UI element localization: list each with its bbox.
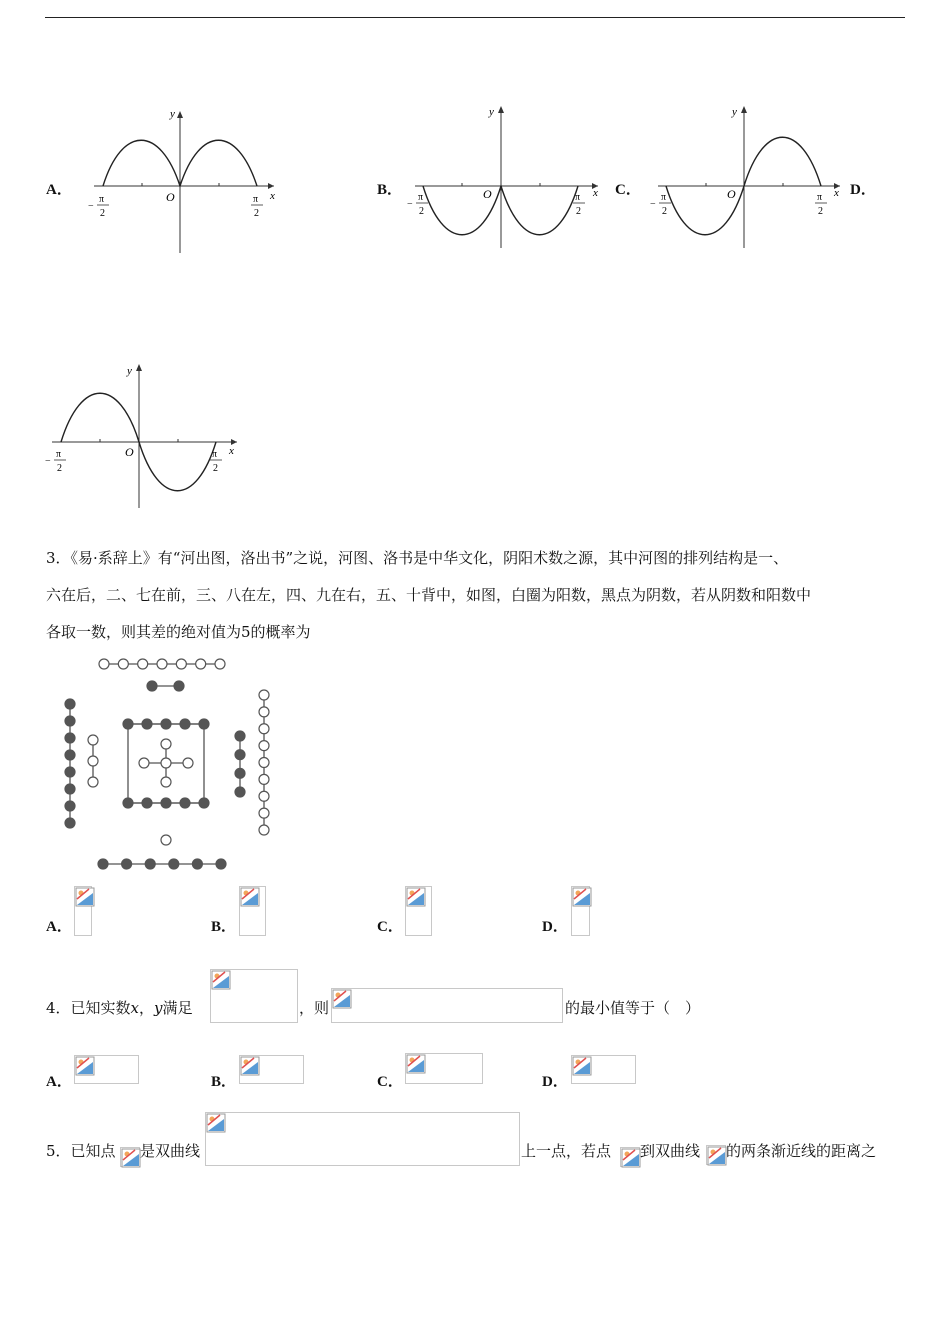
yin-dot <box>216 859 226 869</box>
q5-hyperbola-image-2 <box>706 1145 726 1165</box>
broken-image-icon <box>406 1054 426 1074</box>
pi-label: π <box>253 194 259 205</box>
yin-dot <box>147 681 157 691</box>
yang-circle <box>259 774 269 784</box>
broken-image-icon <box>211 970 231 990</box>
broken-image-icon <box>206 1113 226 1133</box>
pi-label: π <box>99 194 105 205</box>
option-c-label: C． <box>615 182 641 198</box>
q3-option-b-label: B． <box>211 919 237 935</box>
q4-part-1: 4．已知实数 <box>46 999 131 1017</box>
denominator-label: 2 <box>818 206 823 217</box>
broken-image-icon <box>75 1056 95 1076</box>
q5-part-3: 上一点，若点 <box>521 1142 612 1160</box>
broken-image-icon <box>572 1056 592 1076</box>
yin-dot <box>65 750 75 760</box>
yang-circle <box>183 758 193 768</box>
q5-point-p-image-2 <box>620 1147 640 1167</box>
q3-line-3: 各取一数，则其差的绝对值为5的概率为 <box>46 623 311 641</box>
yang-circle <box>259 825 269 835</box>
q3-option-a-label: A． <box>46 919 72 935</box>
yin-dot <box>174 681 184 691</box>
q4-option-a-label: A． <box>46 1074 72 1090</box>
pi-label: π <box>212 449 218 460</box>
yin-dot <box>192 859 202 869</box>
header-rule <box>45 17 905 18</box>
yang-circle <box>157 659 167 669</box>
broken-image-icon <box>75 887 95 907</box>
q4-option-d-image <box>571 1055 636 1084</box>
x-axis-label: x <box>229 445 234 457</box>
yang-circle <box>161 739 171 749</box>
yin-dot <box>65 733 75 743</box>
yang-circle <box>259 724 269 734</box>
graph-option-a <box>82 105 282 255</box>
yang-circle <box>88 777 98 787</box>
q4-constraint-image <box>210 969 298 1023</box>
origin-label: O <box>166 190 175 204</box>
origin-label: O <box>125 445 134 459</box>
x-axis-label: x <box>270 190 275 202</box>
yin-dot <box>142 798 152 808</box>
yin-dot <box>98 859 108 869</box>
yin-dot <box>123 719 133 729</box>
yin-dot <box>180 798 190 808</box>
yang-circle <box>259 741 269 751</box>
y-axis-label: y <box>170 108 175 120</box>
yin-dot <box>199 719 209 729</box>
broken-image-icon <box>121 1148 141 1168</box>
yang-circle <box>88 756 98 766</box>
y-axis-label: y <box>127 365 132 377</box>
broken-image-icon <box>572 887 592 907</box>
broken-image-icon <box>621 1148 641 1168</box>
q3-option-d-label: D． <box>542 919 568 935</box>
yin-dot <box>180 719 190 729</box>
graph-option-b <box>403 100 603 250</box>
broken-image-icon <box>406 887 426 907</box>
hetu-diagram <box>50 652 280 877</box>
q3-line-1: 3．《易·系辞上》有“河出图，洛出书”之说，河图、洛书是中华文化，阴阳术数之源，其中河图的排列结构是一、 <box>46 549 789 567</box>
yang-circle <box>88 735 98 745</box>
minus-sign: − <box>650 199 656 210</box>
q4-part-2: 满足 <box>162 999 193 1017</box>
yin-dot <box>169 859 179 869</box>
yin-dot <box>65 784 75 794</box>
denominator-label: 2 <box>100 208 105 219</box>
yin-dot <box>235 750 245 760</box>
yang-circle <box>259 707 269 717</box>
yin-dot <box>235 768 245 778</box>
y-axis-label: y <box>489 106 494 118</box>
q3-option-b-image <box>239 886 266 936</box>
q4-expression-image <box>331 988 563 1023</box>
yang-circle <box>259 791 269 801</box>
q4-option-d-label: D． <box>542 1074 568 1090</box>
broken-image-icon <box>332 989 352 1009</box>
denominator-label: 2 <box>662 206 667 217</box>
yin-dot <box>65 716 75 726</box>
option-a-label: A． <box>46 182 72 198</box>
denominator-label: 2 <box>213 463 218 474</box>
origin-label: O <box>483 187 492 201</box>
yin-dot <box>142 719 152 729</box>
yin-dot <box>65 818 75 828</box>
q5-point-p-image <box>120 1147 140 1167</box>
yin-dot <box>235 787 245 797</box>
q3-option-c-label: C． <box>377 919 403 935</box>
broken-image-icon <box>240 887 260 907</box>
q5-part-4: 到双曲线 <box>640 1142 701 1160</box>
yang-circle <box>259 690 269 700</box>
x-axis-label: x <box>834 187 839 199</box>
q4-var-y: y <box>154 999 163 1017</box>
yang-circle <box>215 659 225 669</box>
option-d-label: D． <box>850 182 876 198</box>
q3-option-d-image <box>571 886 590 936</box>
x-axis-label: x <box>593 187 598 199</box>
yang-circle <box>139 758 149 768</box>
pi-label: π <box>418 192 424 203</box>
q5-part-1: 5．已知点 <box>46 1142 116 1160</box>
q3-option-a-image <box>74 886 92 936</box>
q4-part-3: ，则 <box>299 999 330 1017</box>
graph-option-d <box>42 360 242 510</box>
graph-option-c <box>648 100 848 250</box>
broken-image-icon <box>707 1146 727 1166</box>
pi-label: π <box>56 449 62 460</box>
q3-option-c-image <box>405 886 432 936</box>
q5-part-5: 的两条渐近线的距离之 <box>726 1142 877 1160</box>
yin-dot <box>65 801 75 811</box>
q4-option-a-image <box>74 1055 139 1084</box>
minus-sign: − <box>88 201 94 212</box>
q4-option-b-label: B． <box>211 1074 237 1090</box>
q4-var-x: x <box>130 999 140 1017</box>
q4-text <box>46 998 193 1018</box>
yang-circle <box>176 659 186 669</box>
yin-dot <box>123 798 133 808</box>
yin-dot <box>199 798 209 808</box>
pi-label: π <box>817 192 823 203</box>
pi-label: π <box>661 192 667 203</box>
pi-label: π <box>575 192 581 203</box>
yang-circle <box>161 758 171 768</box>
q3-line-2: 六在后，二、七在前，三、八在左，四、九在右，五、十背中，如图，白圈为阳数，黑点为阴数，若从阴数和阳数中 <box>46 586 812 604</box>
q4-comma: ， <box>139 999 155 1017</box>
origin-label: O <box>727 187 736 201</box>
yin-dot <box>145 859 155 869</box>
yang-circle <box>161 835 171 845</box>
yin-dot <box>161 798 171 808</box>
denominator-label: 2 <box>576 206 581 217</box>
q4-option-c-image <box>405 1053 483 1084</box>
q5-part-2: 是双曲线 <box>140 1142 201 1160</box>
broken-image-icon <box>240 1056 260 1076</box>
yin-dot <box>122 859 132 869</box>
minus-sign: − <box>407 199 413 210</box>
denominator-label: 2 <box>254 208 259 219</box>
q4-option-b-image <box>239 1055 304 1084</box>
yang-circle <box>118 659 128 669</box>
yin-dot <box>161 719 171 729</box>
yin-dot <box>65 767 75 777</box>
option-b-label: B． <box>377 182 403 198</box>
yang-circle <box>138 659 148 669</box>
q4-part-4: 的最小值等于（ ） <box>565 999 701 1017</box>
denominator-label: 2 <box>57 463 62 474</box>
y-axis-label: y <box>732 106 737 118</box>
q5-hyperbola-image <box>205 1112 520 1166</box>
minus-sign: − <box>45 456 51 467</box>
yang-circle <box>196 659 206 669</box>
denominator-label: 2 <box>419 206 424 217</box>
q4-option-c-label: C． <box>377 1074 403 1090</box>
yin-dot <box>65 699 75 709</box>
yang-circle <box>161 777 171 787</box>
yang-circle <box>259 808 269 818</box>
yang-circle <box>259 758 269 768</box>
yang-circle <box>99 659 109 669</box>
yin-dot <box>235 731 245 741</box>
